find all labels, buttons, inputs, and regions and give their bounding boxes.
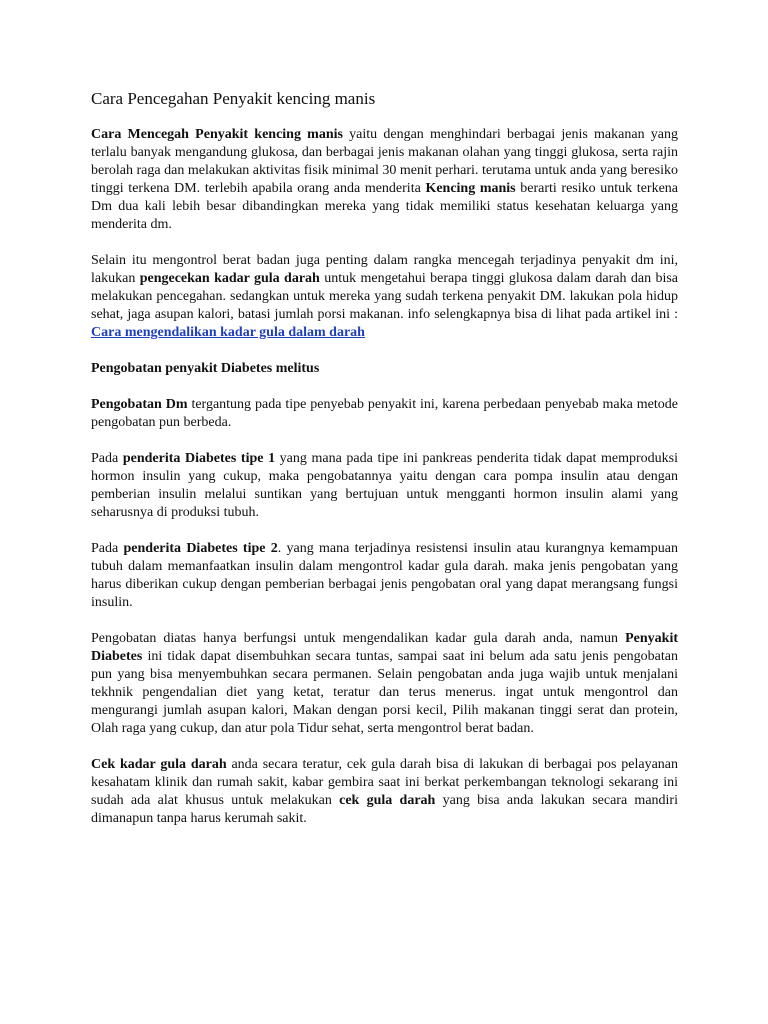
bold-text: Cara Mencegah Penyakit kencing manis xyxy=(91,127,343,142)
document-title: Cara Pencegahan Penyakit kencing manis xyxy=(91,89,376,108)
body-text: untuk mengetahui berapa tinggi glukosa dalam darah dan bisa melakukan pencegahan. sedangkan untuk mereka yang sudah terkena penyakit DM. lakukan pola hidup sehat, jaga asupan kalori, batasi jumlah porsi makanan. info selengkapnya bisa di lihat pada artikel ini : xyxy=(91,271,678,322)
body-text: berarti resiko untuk terkena Dm dua kali lebih besar dibandingkan mereka yang tidak memiliki status kesehatan keluarga yang menderita dm. xyxy=(91,181,678,232)
bold-text: Penyakit Diabetes xyxy=(91,631,678,664)
paragraph-weight-control xyxy=(91,252,678,342)
bold-text: penderita Diabetes tipe 1 xyxy=(122,451,276,466)
body-text: Pengobatan diatas hanya berfungsi untuk mengendalikan kadar gula darah anda, namun xyxy=(91,631,626,646)
body-text: ini tidak dapat disembuhkan secara tuntas, sampai saat ini belum ada satu jenis pengobatan pun yang bisa menyembuhkan secara permanen. Selain pengobatan anda juga wajib untuk menjalani tekhnik pengendalian diet yang ketat, teratur dan terus menerus. ingat untuk mengontrol dan mengurangi jumlah asupan kalori, Makan dengan porsi kecil, Pilih makanan tinggi serat dan protein, Olah raga yang cukup, dan atur pola Tidur sehat, serta mengontrol berat badan. xyxy=(91,649,678,736)
paragraph-type-2 xyxy=(91,540,678,612)
body-text: . yang mana terjadinya resistensi insulin atau kurangnya kemampuan tubuh dalam memanfaatkan insulin dalam mengontrol kadar gula darah. maka jenis pengobatan yang harus diberikan cukup dengan pemberian berbagai jenis pengobatan oral yang dapat merangsang fungsi insulin. xyxy=(91,541,678,610)
body-text: yang bisa anda lakukan secara mandiri dimanapun tanpa harus kerumah sakit. xyxy=(91,793,678,826)
body-text: tergantung pada tipe penyebab penyakit ini, karena perbedaan penyebab maka metode pengobatan pun berbeda. xyxy=(91,397,678,430)
bold-text: Pengobatan Dm xyxy=(91,397,188,412)
section-subheading xyxy=(91,360,678,378)
body-text: anda secara teratur, cek gula darah bisa di lakukan di berbagai pos pelayanan kesahatam klinik dan rumah sakit, kabar gembira saat ini berkat perkembangan teknologi sekarang ini sudah ada alat khusus untuk melakukan xyxy=(91,757,678,808)
body-text: Pada xyxy=(91,541,124,556)
bold-text: cek gula darah xyxy=(339,793,436,808)
body-text: Selain itu mengontrol berat badan juga penting dalam rangka mencegah terjadinya penyakit dm ini, lakukan xyxy=(91,253,678,286)
document-page xyxy=(91,88,678,846)
bold-text: pengecekan kadar gula darah xyxy=(139,271,320,286)
paragraph-lifestyle xyxy=(91,630,678,738)
paragraph-treatment xyxy=(91,396,678,432)
bold-text: Cek kadar gula darah xyxy=(91,757,227,772)
bold-text: penderita Diabetes tipe 2 xyxy=(123,541,278,556)
body-text: yaitu dengan menghindari berbagai jenis makanan yang terlalu banyak mengandung glukosa, dan berbagai jenis makanan olahan yang tinggi glukosa, serta rajin berolah raga dan melakukan aktivitas fisik minimal 30 menit perhari. terutama untuk anda yang beresiko tinggi terkena DM. terlebih apabila orang anda menderita xyxy=(91,127,678,196)
subheading-text: Pengobatan penyakit Diabetes melitus xyxy=(91,361,320,376)
body-text: yang mana pada tipe ini pankreas penderita tidak dapat memproduksi hormon insulin yang cukup, maka pengobatannya yaitu dengan cara pompa insulin atau dengan pemberian insulin melalui suntikan yang bertujuan untuk mengganti hormon insulin alami yang seharusnya di produksi tubuh. xyxy=(91,451,678,520)
paragraph-intro xyxy=(91,126,678,234)
paragraph-type-1 xyxy=(91,450,678,522)
body-text: Pada xyxy=(91,451,123,466)
bold-text: Kencing manis xyxy=(425,181,516,196)
paragraph-check-sugar xyxy=(91,756,678,828)
article-link[interactable]: Cara mengendalikan kadar gula dalam darah xyxy=(91,325,365,340)
